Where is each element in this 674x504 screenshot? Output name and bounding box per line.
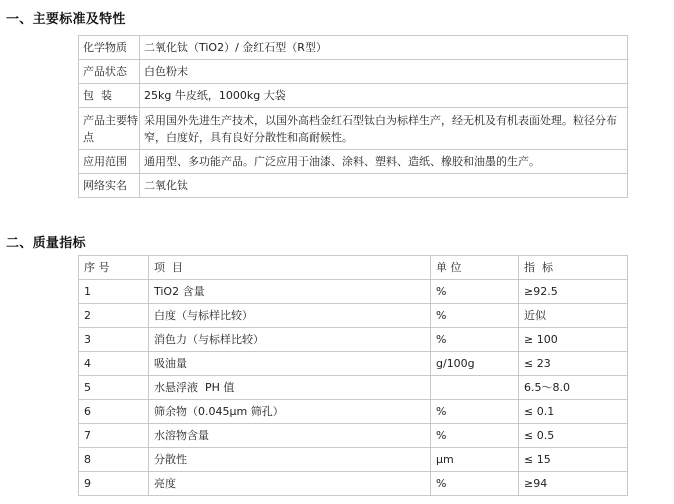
cell-unit: g/100g	[431, 352, 519, 376]
cell-index: ≤ 0.5	[519, 424, 628, 448]
table-row	[79, 352, 628, 376]
cell-no: 6	[79, 400, 149, 424]
cell-no: 7	[79, 424, 149, 448]
table-header-row	[79, 256, 628, 280]
property-key: 包 装	[79, 84, 140, 108]
table-row	[79, 108, 628, 150]
cell-item: 分散性	[149, 448, 431, 472]
property-value: 二氧化钛（TiO2）/ 金红石型（R型）	[140, 36, 628, 60]
cell-item: 白度（与标样比较）	[149, 304, 431, 328]
table-row	[79, 174, 628, 198]
cell-unit: %	[431, 328, 519, 352]
cell-unit: %	[431, 400, 519, 424]
cell-index: ≥92.5	[519, 280, 628, 304]
cell-index: ≥ 100	[519, 328, 628, 352]
property-key: 化学物质	[79, 36, 140, 60]
cell-no: 5	[79, 376, 149, 400]
column-header-index: 指 标	[519, 256, 628, 280]
cell-unit: μm	[431, 448, 519, 472]
table-row	[79, 60, 628, 84]
cell-no: 3	[79, 328, 149, 352]
cell-no: 9	[79, 472, 149, 496]
property-value: 通用型、多功能产品。广泛应用于油漆、涂料、塑料、造纸、橡胶和油墨的生产。	[140, 150, 628, 174]
cell-no: 2	[79, 304, 149, 328]
cell-item: TiO2 含量	[149, 280, 431, 304]
cell-index: 近似	[519, 304, 628, 328]
column-header-item: 项 目	[149, 256, 431, 280]
table-row	[79, 400, 628, 424]
cell-no: 8	[79, 448, 149, 472]
cell-unit: %	[431, 472, 519, 496]
cell-item: 亮度	[149, 472, 431, 496]
cell-index: ≥94	[519, 472, 628, 496]
cell-index: ≤ 23	[519, 352, 628, 376]
column-header-unit: 单 位	[431, 256, 519, 280]
cell-unit: %	[431, 280, 519, 304]
property-key: 网络实名	[79, 174, 140, 198]
cell-unit	[431, 376, 519, 400]
table-row	[79, 448, 628, 472]
property-key: 产品状态	[79, 60, 140, 84]
cell-item: 水溶物含量	[149, 424, 431, 448]
cell-item: 筛余物（0.045μm 筛孔）	[149, 400, 431, 424]
table-row	[79, 304, 628, 328]
section-heading-quality: 二、质量指标	[6, 236, 86, 251]
cell-index: ≤ 0.1	[519, 400, 628, 424]
cell-no: 4	[79, 352, 149, 376]
property-value: 25kg 牛皮纸，1000kg 大袋	[140, 84, 628, 108]
cell-index: ≤ 15	[519, 448, 628, 472]
property-key: 产品主要特点	[79, 108, 140, 150]
table-row	[79, 328, 628, 352]
property-key: 应用范围	[79, 150, 140, 174]
cell-index: 6.5～8.0	[519, 376, 628, 400]
table-row	[79, 150, 628, 174]
cell-unit: %	[431, 424, 519, 448]
cell-unit: %	[431, 304, 519, 328]
property-value: 二氧化钛	[140, 174, 628, 198]
table-row	[79, 424, 628, 448]
table-row	[79, 472, 628, 496]
cell-item: 消色力（与标样比较）	[149, 328, 431, 352]
quality-table	[78, 255, 628, 496]
cell-item: 水悬浮液 PH 值	[149, 376, 431, 400]
section-heading-standards: 一、主要标准及特性	[6, 12, 126, 27]
property-value: 采用国外先进生产技术，以国外高档金红石型钛白为标样生产，经无机及有机表面处理。粒径分布窄，白度好，具有良好分散性和高耐候性。	[140, 108, 628, 150]
cell-item: 吸油量	[149, 352, 431, 376]
table-row	[79, 84, 628, 108]
column-header-no: 序 号	[79, 256, 149, 280]
table-row	[79, 376, 628, 400]
table-row	[79, 36, 628, 60]
cell-no: 1	[79, 280, 149, 304]
property-value: 白色粉末	[140, 60, 628, 84]
properties-table	[78, 35, 628, 198]
table-row	[79, 280, 628, 304]
